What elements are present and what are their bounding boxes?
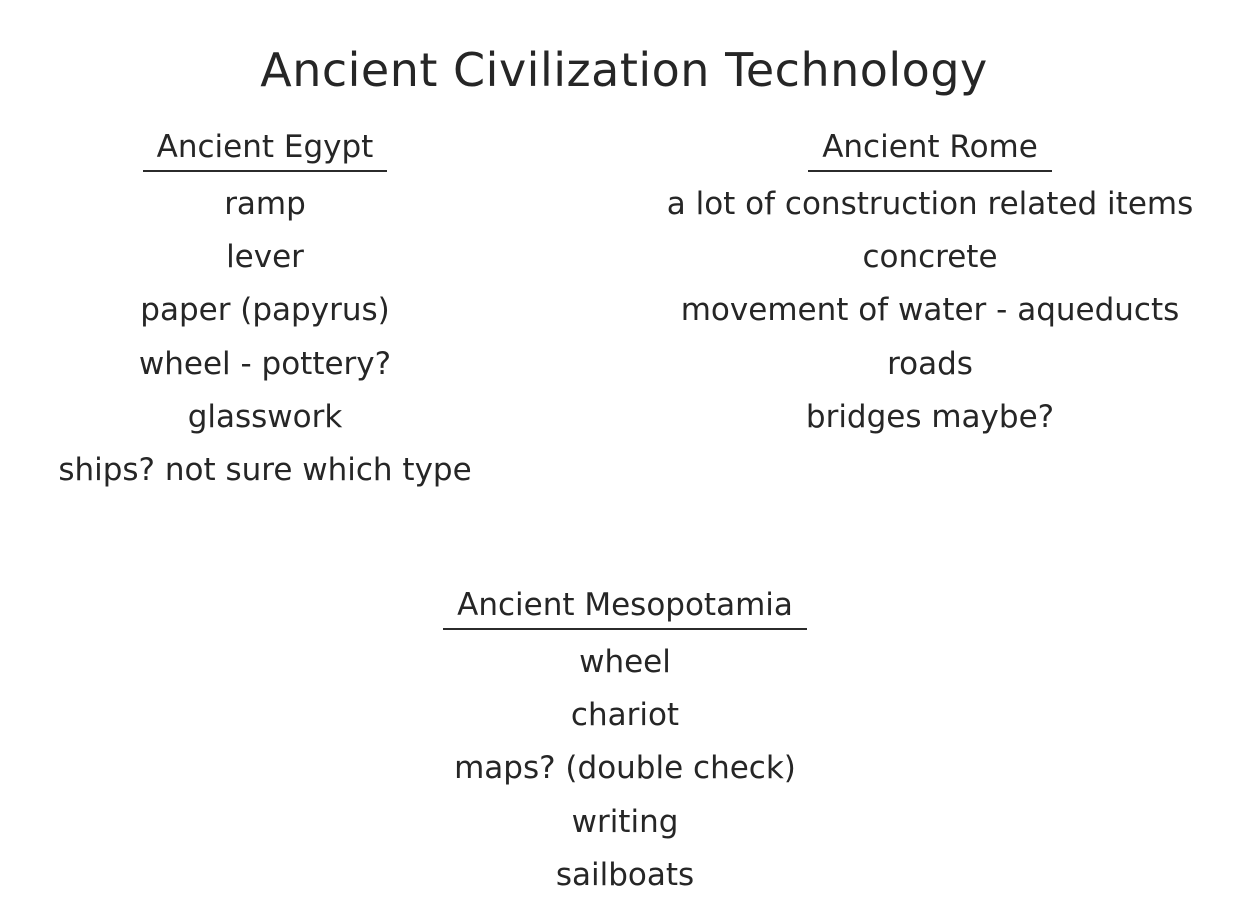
- section-heading: Ancient Rome: [808, 130, 1052, 172]
- list-item: wheel - pottery?: [138, 345, 392, 382]
- list-item: maps? (double check): [454, 750, 796, 787]
- list-item: ramp: [224, 185, 306, 222]
- section-item-list: [10, 178, 520, 498]
- list-item: roads: [887, 345, 973, 382]
- section-heading: Ancient Mesopotamia: [443, 588, 807, 630]
- list-item: lever: [226, 239, 304, 276]
- section-item-list: [620, 178, 1240, 445]
- list-item: paper (papyrus): [140, 292, 390, 329]
- section-ancient-egypt: [10, 130, 520, 498]
- list-item: a lot of construction related items: [666, 185, 1194, 222]
- page-title: Ancient Civilization Technology: [260, 42, 988, 97]
- list-item: glasswork: [187, 398, 343, 435]
- list-item: concrete: [862, 239, 998, 276]
- list-item: movement of water - aqueducts: [680, 292, 1180, 329]
- section-ancient-mesopotamia: [320, 588, 930, 902]
- section-item-list: [320, 636, 930, 903]
- list-item: wheel: [579, 643, 671, 680]
- list-item: bridges maybe?: [805, 398, 1055, 435]
- list-item: writing: [571, 803, 679, 840]
- list-item: chariot: [570, 697, 680, 734]
- section-ancient-rome: [620, 130, 1240, 444]
- list-item: sailboats: [555, 856, 695, 893]
- section-heading: Ancient Egypt: [143, 130, 388, 172]
- list-item: ships? not sure which type: [58, 452, 472, 489]
